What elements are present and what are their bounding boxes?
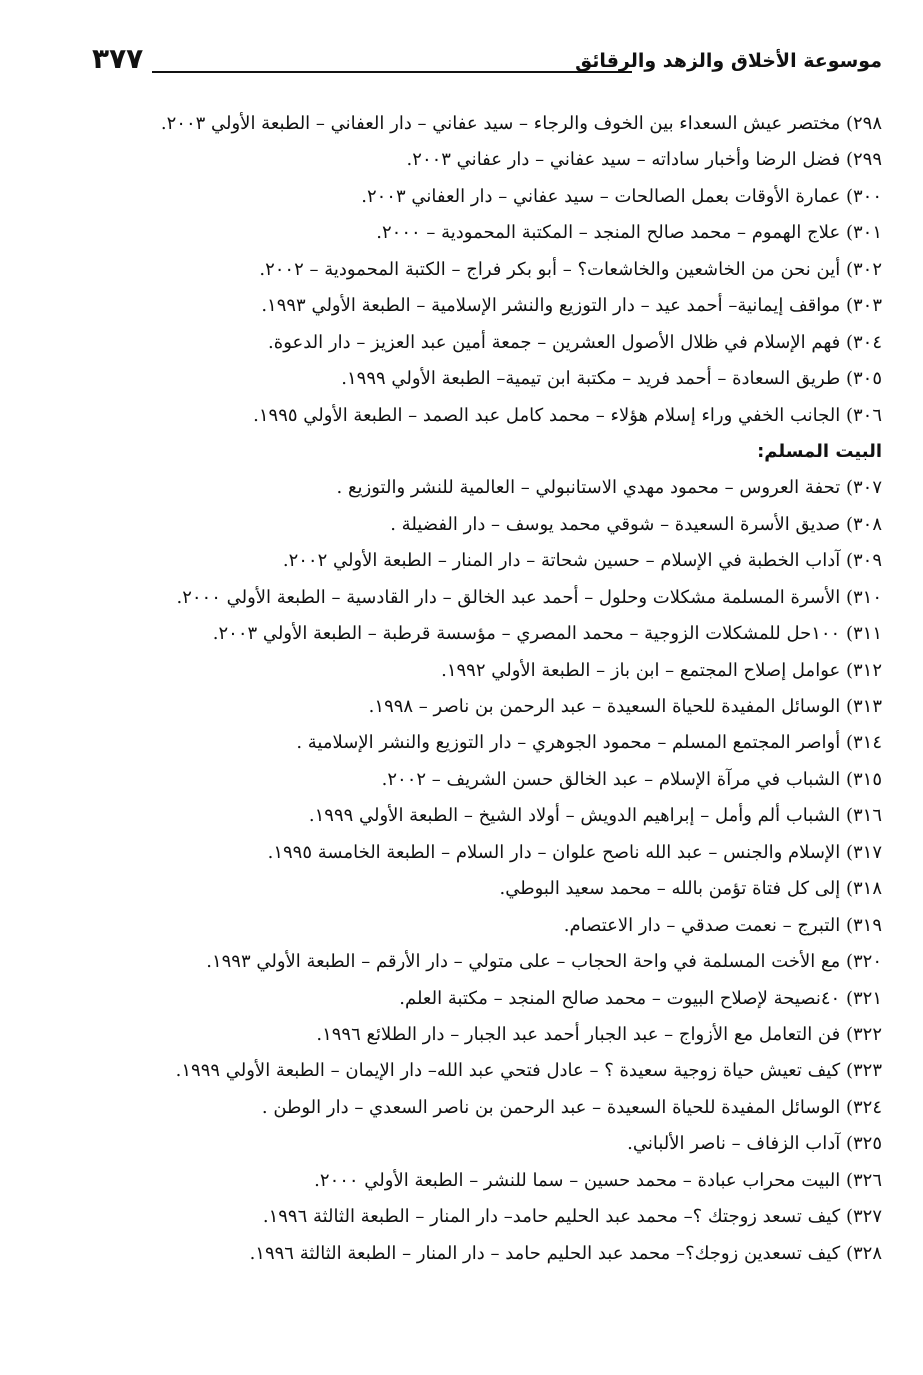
bibliography-entry: ٣١٠) الأسرة المسلمة مشكلات وحلول – أحمد عبد الخالق – دار القادسية – الطبعة الأولي ٢٠٠٠. bbox=[176, 586, 882, 608]
running-title: موسوعة الأخلاق والزهد والرقائق bbox=[575, 50, 882, 72]
section-heading: البيت المسلم: bbox=[757, 440, 882, 462]
bibliography-entry: ٣٢٧) كيف تسعد زوجتك ؟– محمد عبد الحليم حامد– دار المنار – الطبعة الثالثة ١٩٩٦. bbox=[262, 1206, 882, 1228]
bibliography-entry: ٣٠٩) آداب الخطبة في الإسلام – حسين شحاتة – دار المنار – الطبعة الأولي ٢٠٠٢. bbox=[282, 550, 882, 572]
bibliography-entry: ٣١٢) عوامل إصلاح المجتمع – ابن باز – الطبعة الأولي ١٩٩٢. bbox=[441, 659, 882, 681]
bibliography-entry: ٣٠٥) طريق السعادة – أحمد فريد – مكتبة ابن تيمية– الطبعة الأولي ١٩٩٩. bbox=[341, 368, 882, 390]
bibliography-entry: ٣٠٧) تحفة العروس – محمود مهدي الاستانبولي – العالمية للنشر والتوزيع . bbox=[336, 477, 882, 499]
bibliography-entry: ٣١٩) التبرج – نعمت صدقي – دار الاعتصام. bbox=[563, 914, 882, 936]
bibliography-entry: ٢٩٨) مختصر عيش السعداء بين الخوف والرجاء – سيد عفاني – دار العفاني – الطبعة الأولي ٢٠٠٣. bbox=[160, 113, 882, 134]
bibliography-entry: ٣٠٤) فهم الإسلام في ظلال الأصول العشرين – جمعة أمين عبد العزيز – دار الدعوة. bbox=[268, 331, 882, 353]
bibliography-entry: ٣١٧) الإسلام والجنس – عبد الله ناصح علوان – دار السلام – الطبعة الخامسة ١٩٩٥. bbox=[267, 841, 882, 863]
bibliography-entry: ٣٢٢) فن التعامل مع الأزواج – عبد الجبار أحمد عبد الجبار – دار الطلائع ١٩٩٦. bbox=[316, 1023, 882, 1045]
bibliography-entry: ٣١٤) أواصر المجتمع المسلم – محمود الجوهري – دار التوزيع والنشر الإسلامية . bbox=[296, 732, 882, 754]
bibliography-entry: ٣٠١) علاج الهموم – محمد صالح المنجد – المكتبة المحمودية – ٢٠٠٠. bbox=[376, 222, 882, 244]
bibliography-entry: ٣٠٢) أين نحن من الخاشعين والخاشعات؟ – أبو بكر فراج – الكتبة المحمودية – ٢٠٠٢. bbox=[259, 258, 882, 280]
bibliography-entry: ٣١٥) الشباب في مرآة الإسلام – عبد الخالق حسن الشريف – ٢٠٠٢. bbox=[381, 768, 882, 790]
header-rule bbox=[152, 71, 632, 73]
bibliography-entry: ٣٠٦) الجانب الخفي وراء إسلام هؤلاء – محمد كامل عبد الصمد – الطبعة الأولي ١٩٩٥. bbox=[253, 404, 882, 426]
bibliography-entry: ٣٢٠) مع الأخت المسلمة في واحة الحجاب – على متولي – دار الأرقم – الطبعة الأولي ١٩٩٣. bbox=[206, 951, 882, 973]
bibliography-entry: ٣٠٠) عمارة الأوقات بعمل الصالحات – سيد عفاني – دار العفاني ٢٠٠٣. bbox=[361, 185, 882, 207]
bibliography-entry: ٣٢٤) الوسائل المفيدة للحياة السعيدة – عبد الرحمن بن ناصر السعدي – دار الوطن . bbox=[261, 1096, 882, 1118]
bibliography-entry: ٣٢١) ٤٠نصيحة لإصلاح البيوت – محمد صالح المنجد – مكتبة العلم. bbox=[399, 987, 882, 1009]
bibliography-entry: ٣٢٥) آداب الزفاف – ناصر الألباني. bbox=[627, 1133, 882, 1155]
bibliography-entry: ٣٢٣) كيف تعيش حياة زوجية سعيدة ؟ – عادل فتحي عبد الله– دار الإيمان – الطبعة الأولي ١٩٩٩. bbox=[175, 1060, 882, 1082]
bibliography-list bbox=[92, 106, 882, 1272]
page-number: ٣٧٧ bbox=[92, 42, 144, 75]
bibliography-entry: ٣١٦) الشباب ألم وأمل – إبراهيم الدويش – أولاد الشيخ – الطبعة الأولي ١٩٩٩. bbox=[308, 805, 882, 827]
bibliography-entry: ٣٠٨) صديق الأسرة السعيدة – شوقي محمد يوسف – دار الفضيلة . bbox=[390, 513, 882, 535]
bibliography-entry: ٣١١) ١٠٠حل للمشكلات الزوجية – محمد المصري – مؤسسة قرطبة – الطبعة الأولي ٢٠٠٣. bbox=[212, 623, 882, 645]
bibliography-entry: ٣١٣) الوسائل المفيدة للحياة السعيدة – عبد الرحمن بن ناصر – ١٩٩٨. bbox=[368, 696, 882, 717]
page-header bbox=[92, 34, 882, 74]
bibliography-entry: ٣٠٣) مواقف إيمانية– أحمد عيد – دار التوزيع والنشر الإسلامية – الطبعة الأولي ١٩٩٣. bbox=[261, 295, 882, 317]
bibliography-entry: ٢٩٩) فضل الرضا وأخبار ساداته – سيد عفاني – دار عفاني ٢٠٠٣. bbox=[406, 149, 882, 171]
bibliography-entry: ٣٢٨) كيف تسعدين زوجك؟– محمد عبد الحليم حامد – دار المنار – الطبعة الثالثة ١٩٩٦. bbox=[249, 1242, 882, 1264]
bibliography-entry: ٣١٨) إلى كل فتاة تؤمن بالله – محمد سعيد البوطي. bbox=[499, 878, 882, 900]
bibliography-entry: ٣٢٦) البيت محراب عبادة – محمد حسين – سما للنشر – الطبعة الأولي ٢٠٠٠. bbox=[314, 1169, 882, 1191]
